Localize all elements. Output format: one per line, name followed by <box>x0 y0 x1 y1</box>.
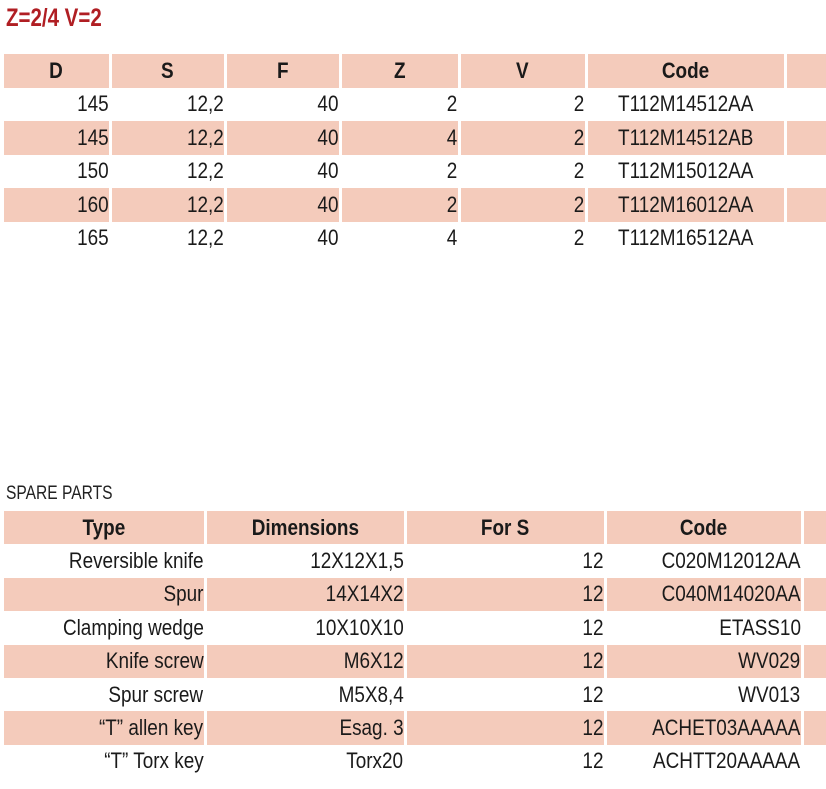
cell-spacer <box>802 645 826 678</box>
table-row <box>4 188 826 222</box>
cell-f: 40 <box>225 155 340 189</box>
cell-type: Spur screw <box>108 681 204 707</box>
cell-for-s: 12 <box>405 745 605 778</box>
cell-s: 12,2 <box>110 88 225 122</box>
cell-type: “T” Torx key <box>103 748 204 774</box>
header-spacer <box>785 54 826 88</box>
cell-s: 12,2 <box>110 155 225 189</box>
cell-v: 2 <box>459 121 586 155</box>
cell-spacer <box>802 611 826 644</box>
table-header-row <box>4 511 826 544</box>
cell-code: ACHTT20AAAAA <box>605 745 802 778</box>
cell-dimensions: 14X14X2 <box>205 578 405 611</box>
header-d: D <box>4 54 110 88</box>
cell-spacer <box>802 745 826 778</box>
cell-d: 145 <box>76 91 109 117</box>
header-f: F <box>225 54 340 88</box>
header-for-s: For S <box>405 511 605 544</box>
cell-v: 2 <box>459 222 586 256</box>
cell-type: Reversible knife <box>68 548 204 574</box>
cell-dimensions: M5X8,4 <box>205 678 405 711</box>
cell-code: T112M14512AA <box>586 88 785 122</box>
cell-s: 12,2 <box>110 222 225 256</box>
table-row <box>4 121 826 155</box>
header-s: S <box>110 54 225 88</box>
cell-d: 145 <box>4 121 110 155</box>
cell-spacer <box>802 578 826 611</box>
cell-z: 2 <box>340 155 459 189</box>
cell-for-s: 12 <box>405 711 605 744</box>
cell-spacer <box>802 678 826 711</box>
cell-code: T112M14512AB <box>586 121 785 155</box>
cell-v: 2 <box>459 88 586 122</box>
cell-for-s: 12 <box>405 578 605 611</box>
cell-z: 4 <box>340 121 459 155</box>
cell-type: Knife screw <box>4 645 205 678</box>
header-dimensions: Dimensions <box>205 511 405 544</box>
cell-type: “T” allen key <box>4 711 205 744</box>
header-v: V <box>459 54 586 88</box>
table-row <box>4 88 826 122</box>
cell-for-s: 12 <box>405 678 605 711</box>
cell-code: T112M16512AA <box>586 222 785 256</box>
header-z: Z <box>340 54 459 88</box>
table-row <box>4 678 826 711</box>
cell-d: 165 <box>76 225 109 251</box>
cell-dimensions: 10X10X10 <box>205 611 405 644</box>
table-row <box>4 611 826 644</box>
header-code: Code <box>586 54 785 88</box>
header-spacer <box>802 511 826 544</box>
cell-code: C040M14020AA <box>605 578 802 611</box>
cell-f: 40 <box>225 188 340 222</box>
cell-dimensions: M6X12 <box>205 645 405 678</box>
table-row <box>4 711 826 744</box>
cell-spacer <box>785 155 826 189</box>
cell-dimensions: Torx20 <box>205 745 405 778</box>
cell-z: 2 <box>340 88 459 122</box>
cell-for-s: 12 <box>405 645 605 678</box>
cell-code: ACHET03AAAAA <box>605 711 802 744</box>
cell-spacer <box>785 188 826 222</box>
cell-spacer <box>785 222 826 256</box>
cell-code: WV013 <box>605 678 802 711</box>
cell-v: 2 <box>459 188 586 222</box>
cell-f: 40 <box>225 88 340 122</box>
cell-dimensions: 12X12X1,5 <box>205 544 405 577</box>
header-code: Code <box>605 511 802 544</box>
cell-v: 2 <box>459 155 586 189</box>
table-row <box>4 745 826 778</box>
spare-parts-table <box>4 511 826 778</box>
cell-spacer <box>802 544 826 577</box>
cell-d: 150 <box>76 158 109 184</box>
cell-f: 40 <box>225 121 340 155</box>
cell-code: ETASS10 <box>605 611 802 644</box>
table-row <box>4 578 826 611</box>
cell-for-s: 12 <box>405 611 605 644</box>
cell-dimensions: Esag. 3 <box>205 711 405 744</box>
cell-spacer <box>785 88 826 122</box>
cutter-table <box>4 54 826 255</box>
table-row <box>4 155 826 189</box>
cell-for-s: 12 <box>405 544 605 577</box>
table-row <box>4 645 826 678</box>
cell-z: 2 <box>340 188 459 222</box>
cell-spacer <box>802 711 826 744</box>
cell-s: 12,2 <box>110 121 225 155</box>
section-heading: Z=2/4 V=2 <box>6 4 102 32</box>
cell-code: WV029 <box>605 645 802 678</box>
header-type: Type <box>4 511 205 544</box>
cell-code: C020M12012AA <box>605 544 802 577</box>
cell-type: Spur <box>4 578 205 611</box>
spare-parts-label: SPARE PARTS <box>6 483 113 504</box>
cell-f: 40 <box>225 222 340 256</box>
cell-s: 12,2 <box>110 188 225 222</box>
cell-type: Clamping wedge <box>62 614 204 640</box>
table-header-row <box>4 54 826 88</box>
table-row <box>4 222 826 256</box>
cell-code: T112M16012AA <box>586 188 785 222</box>
cell-code: T112M15012AA <box>586 155 785 189</box>
cell-spacer <box>785 121 826 155</box>
table-row <box>4 544 826 577</box>
cell-z: 4 <box>340 222 459 256</box>
cell-d: 160 <box>4 188 110 222</box>
